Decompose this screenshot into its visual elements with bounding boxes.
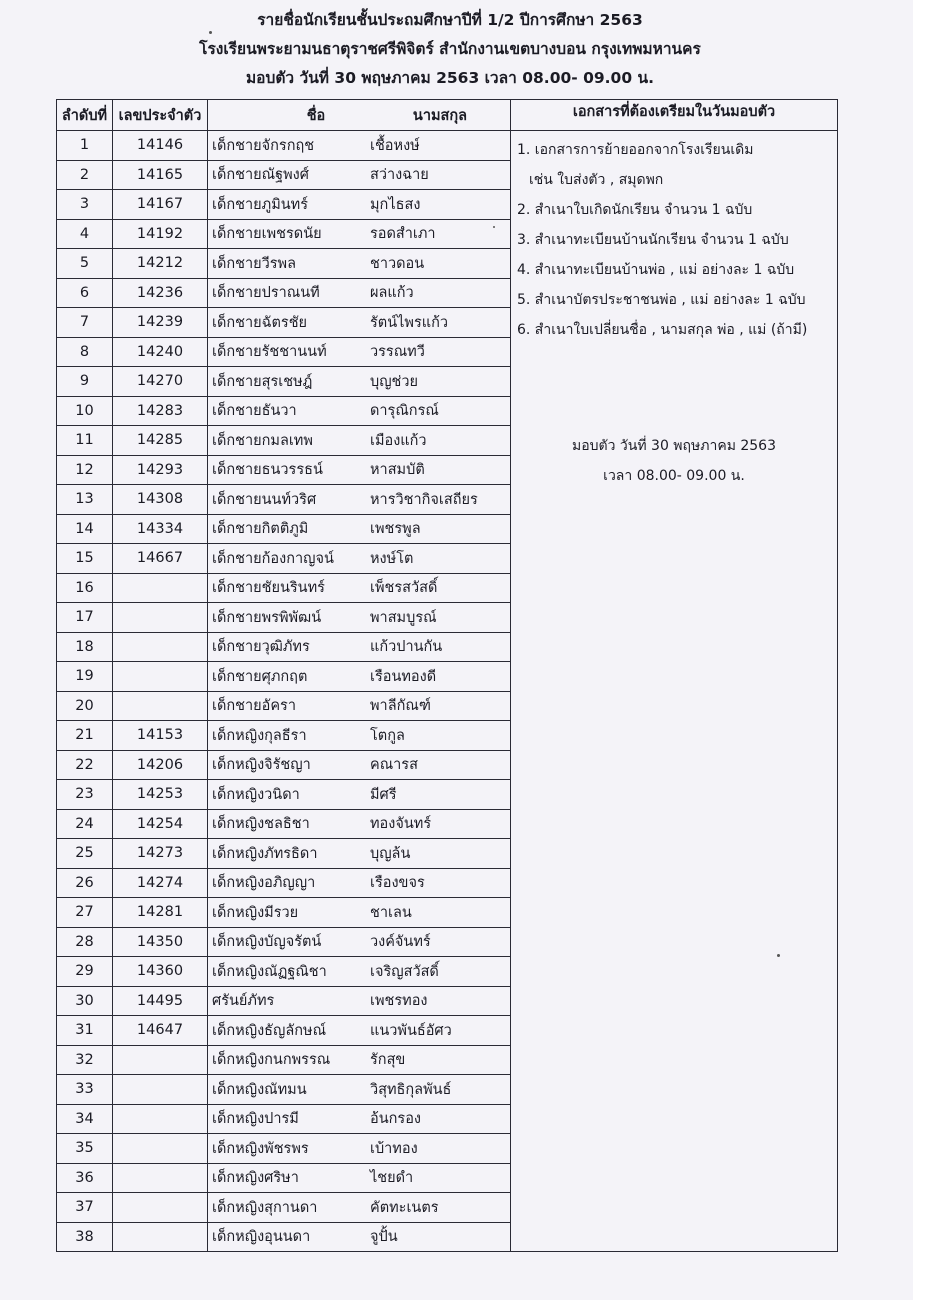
student-first-name: เด็กหญิงจิรัชญา (212, 757, 311, 774)
student-number: 33 (57, 1075, 113, 1105)
student-id: 14281 (113, 898, 208, 928)
student-id: 14165 (113, 160, 208, 190)
student-surname: เจริญสวัสดิ์ (370, 963, 439, 980)
student-id: 14274 (113, 868, 208, 898)
student-number: 38 (57, 1222, 113, 1252)
student-name-cell (208, 544, 511, 574)
student-id: 14360 (113, 957, 208, 987)
student-id (113, 1104, 208, 1134)
student-name-cell (208, 691, 511, 721)
student-number: 18 (57, 632, 113, 662)
student-name-cell (208, 750, 511, 780)
student-surname: แนวพันธ์อัศว (370, 1022, 452, 1039)
student-surname: วิสุทธิกุลพันธ์ (370, 1081, 452, 1098)
student-id: 14212 (113, 249, 208, 279)
student-surname: หาสมบัติ (370, 462, 425, 479)
scan-speck (209, 31, 212, 34)
student-first-name: เด็กชายณัฐพงศ์ (212, 167, 309, 184)
student-number: 3 (57, 190, 113, 220)
student-id (113, 1045, 208, 1075)
student-id (113, 691, 208, 721)
student-number: 11 (57, 426, 113, 456)
report-time-note (511, 431, 837, 491)
scan-speck (493, 226, 495, 228)
student-number: 26 (57, 868, 113, 898)
student-id: 14647 (113, 1016, 208, 1046)
report-note-date: มอบตัว วันที่ 30 พฤษภาคม 2563 (572, 438, 776, 454)
student-id: 14270 (113, 367, 208, 397)
student-surname: เมืองแก้ว (370, 432, 427, 449)
student-number: 1 (57, 131, 113, 161)
student-number: 2 (57, 160, 113, 190)
student-name-cell (208, 1222, 511, 1252)
col-header-no: ลำดับที่ (57, 100, 113, 131)
student-first-name: เด็กหญิงบัญจรัตน์ (212, 934, 322, 951)
student-number: 29 (57, 957, 113, 987)
student-name-cell (208, 485, 511, 515)
student-first-name: เด็กชายพรพิพัฒน์ (212, 609, 322, 626)
student-name-cell (208, 514, 511, 544)
student-first-name: เด็กชายภูมินทร์ (212, 196, 309, 213)
student-id: 14206 (113, 750, 208, 780)
student-number: 25 (57, 839, 113, 869)
student-first-name: เด็กหญิงณัทมน (212, 1081, 307, 1098)
student-first-name: เด็กชายปราณนที (212, 285, 320, 302)
student-surname: สว่างฉาย (370, 167, 429, 184)
student-first-name: เด็กชายชัยนรินทร์ (212, 580, 325, 597)
student-surname: รักสุข (370, 1052, 406, 1069)
student-number: 9 (57, 367, 113, 397)
student-name-cell (208, 396, 511, 426)
student-surname: ผลแก้ว (370, 285, 414, 302)
student-first-name: เด็กหญิงกุลธีรา (212, 727, 307, 744)
student-surname: เรืองขจร (370, 875, 425, 892)
student-number: 21 (57, 721, 113, 751)
student-name-cell (208, 573, 511, 603)
student-surname: โตกูล (370, 727, 405, 744)
student-surname: เชื้อหงษ์ (370, 137, 420, 154)
document-item: 4. สำเนาทะเบียนบ้านพ่อ , แม่ อย่างละ 1 ฉบับ (517, 262, 795, 278)
title-line: รายชื่อนักเรียนชั้นประถมศึกษาปีที่ 1/2 ปีการศึกษา 2563 (257, 11, 643, 29)
student-surname: เรือนทองดี (370, 668, 437, 685)
student-first-name: เด็กหญิงกนกพรรณ (212, 1052, 331, 1069)
student-number: 27 (57, 898, 113, 928)
student-first-name: เด็กหญิงอุนนดา (212, 1229, 311, 1246)
student-number: 6 (57, 278, 113, 308)
student-id: 14239 (113, 308, 208, 338)
student-number: 35 (57, 1134, 113, 1164)
table-body (57, 131, 838, 1252)
student-first-name: เด็กชายธนวรรธน์ (212, 462, 323, 479)
student-name-cell (208, 455, 511, 485)
report-note-time: เวลา 08.00- 09.00 น. (603, 468, 745, 484)
student-id: 14283 (113, 396, 208, 426)
student-surname: วรรณทวี (370, 344, 425, 361)
student-id: 14350 (113, 927, 208, 957)
student-name-cell (208, 1016, 511, 1046)
student-id: 14293 (113, 455, 208, 485)
document-item: 3. สำเนาทะเบียนบ้านนักเรียน จำนวน 1 ฉบับ (517, 232, 789, 248)
student-number: 19 (57, 662, 113, 692)
student-number: 13 (57, 485, 113, 515)
student-surname: หารวิชากิจเสถียร (370, 491, 478, 508)
student-surname: วงค์จันทร์ (370, 934, 431, 951)
col-header-name (208, 100, 511, 131)
student-name-cell (208, 662, 511, 692)
student-id (113, 662, 208, 692)
student-surname: ชาเลน (370, 904, 412, 921)
student-name-cell (208, 278, 511, 308)
student-surname: รอดสำเภา (370, 226, 436, 243)
student-number: 8 (57, 337, 113, 367)
student-id: 14192 (113, 219, 208, 249)
student-id: 14153 (113, 721, 208, 751)
documents-list (511, 131, 837, 345)
student-number: 31 (57, 1016, 113, 1046)
student-first-name: เด็กหญิงธัญลักษณ์ (212, 1022, 327, 1039)
student-id: 14253 (113, 780, 208, 810)
student-surname: บุญช่วย (370, 373, 419, 390)
document-item: 5. สำเนาบัตรประชาชนพ่อ , แม่ อย่างละ 1 ฉบับ (517, 292, 806, 308)
student-first-name: เด็กชายธันวา (212, 403, 297, 420)
scan-speck (777, 954, 780, 957)
student-number: 36 (57, 1163, 113, 1193)
student-name-cell (208, 1134, 511, 1164)
student-id (113, 1222, 208, 1252)
student-number: 16 (57, 573, 113, 603)
student-first-name: ศรันย์ภัทร (212, 993, 275, 1010)
student-number: 5 (57, 249, 113, 279)
student-first-name: เด็กชายนนท์วริศ (212, 491, 317, 508)
document-item: เช่น ใบส่งตัว , สมุดพก (529, 172, 664, 188)
document-item: 2. สำเนาใบเกิดนักเรียน จำนวน 1 ฉบับ (517, 202, 753, 218)
student-number: 7 (57, 308, 113, 338)
student-name-cell (208, 249, 511, 279)
student-name-cell (208, 160, 511, 190)
student-name-cell (208, 190, 511, 220)
student-name-cell (208, 308, 511, 338)
student-first-name: เด็กหญิงวนิดา (212, 786, 300, 803)
student-first-name: เด็กชายฉัตรชัย (212, 314, 308, 331)
student-name-cell (208, 367, 511, 397)
student-surname: เบ้าทอง (370, 1140, 418, 1157)
col-header-docs: เอกสารที่ต้องเตรียมในวันมอบตัว (511, 100, 838, 131)
documents-panel (511, 131, 837, 1251)
student-number: 14 (57, 514, 113, 544)
student-name-cell (208, 131, 511, 161)
student-name-cell (208, 721, 511, 751)
student-first-name: เด็กหญิงชลธิชา (212, 816, 310, 833)
student-surname: รัตน์ไพรแก้ว (370, 314, 449, 331)
student-id (113, 1075, 208, 1105)
col-header-surname: นามสกุล (412, 107, 468, 124)
student-surname: ดารุณิกรณ์ (370, 403, 439, 420)
student-number: 4 (57, 219, 113, 249)
student-id: 14167 (113, 190, 208, 220)
student-first-name: เด็กหญิงมีรวย (212, 904, 299, 921)
student-surname: ไชยดำ (370, 1170, 414, 1187)
student-surname: เพชรทอง (370, 993, 428, 1010)
document-item: 1. เอกสารการย้ายออกจากโรงเรียนเดิม (517, 142, 754, 158)
student-name-cell (208, 219, 511, 249)
student-name-cell (208, 426, 511, 456)
student-name-cell (208, 957, 511, 987)
student-name-cell (208, 868, 511, 898)
student-first-name: เด็กหญิงณัฏฐณิชา (212, 963, 327, 980)
student-number: 34 (57, 1104, 113, 1134)
student-surname: บุญล้น (370, 845, 411, 862)
student-surname: เพ็ชรสวัสดิ์ (370, 580, 438, 597)
student-name-cell (208, 780, 511, 810)
student-first-name: เด็กหญิงอภิญญา (212, 875, 316, 892)
student-first-name: เด็กชายรัชชานนท์ (212, 344, 327, 361)
school-line: โรงเรียนพระยามนธาตุราชศรีพิจิตร์ สำนักงานเขตบางบอน กรุงเทพมหานคร (199, 40, 701, 58)
student-first-name: เด็กชายกมลเทพ (212, 432, 313, 449)
student-id: 14285 (113, 426, 208, 456)
student-name-cell (208, 1075, 511, 1105)
student-id (113, 1163, 208, 1193)
student-id: 14495 (113, 986, 208, 1016)
student-id: 14334 (113, 514, 208, 544)
student-surname: จูปั้น (370, 1229, 398, 1246)
student-number: 32 (57, 1045, 113, 1075)
student-number: 24 (57, 809, 113, 839)
student-surname: เพชรพูล (370, 521, 421, 538)
student-name-cell (208, 986, 511, 1016)
student-surname: คัตทะเนตร (370, 1199, 439, 1216)
table-header-row (57, 100, 838, 131)
student-surname: ทองจันทร์ (370, 816, 432, 833)
student-name-cell (208, 1163, 511, 1193)
document-header (60, 6, 840, 93)
student-id (113, 573, 208, 603)
student-id: 14146 (113, 131, 208, 161)
student-first-name: เด็กชายสุรเชษฎ์ (212, 373, 313, 390)
student-first-name: เด็กชายกิตติภูมิ (212, 521, 309, 538)
student-id: 14308 (113, 485, 208, 515)
student-number: 28 (57, 927, 113, 957)
student-id: 14254 (113, 809, 208, 839)
student-first-name: เด็กหญิงพัชรพร (212, 1140, 309, 1157)
student-name-cell (208, 632, 511, 662)
student-number: 15 (57, 544, 113, 574)
student-surname: หงษ์โต (370, 550, 414, 567)
page-edge (913, 0, 945, 1300)
student-number: 37 (57, 1193, 113, 1223)
documents-cell (511, 131, 838, 1252)
col-header-firstname: ชื่อ (306, 107, 326, 124)
student-first-name: เด็กชายวีรพล (212, 255, 297, 272)
student-first-name: เด็กชายศุภกฤต (212, 668, 308, 685)
student-name-cell (208, 603, 511, 633)
student-number: 12 (57, 455, 113, 485)
student-number: 10 (57, 396, 113, 426)
table-row (57, 131, 838, 161)
student-name-cell (208, 839, 511, 869)
student-surname: ชาวดอน (370, 255, 425, 272)
student-first-name: เด็กชายอัครา (212, 698, 296, 715)
student-name-cell (208, 1193, 511, 1223)
student-surname: อ้นกรอง (370, 1111, 421, 1128)
col-header-id: เลขประจำตัว (113, 100, 208, 131)
report-date-line: มอบตัว วันที่ 30 พฤษภาคม 2563 เวลา 08.00- 09.00 น. (245, 69, 655, 87)
student-name-cell (208, 809, 511, 839)
student-first-name: เด็กชายก้องกาญจน์ (212, 550, 334, 567)
student-surname: พาสมบูรณ์ (370, 609, 437, 626)
student-first-name: เด็กหญิงปารมี (212, 1111, 299, 1128)
student-number: 20 (57, 691, 113, 721)
student-number: 22 (57, 750, 113, 780)
student-id: 14667 (113, 544, 208, 574)
student-first-name: เด็กชายวุฒิภัทร (212, 639, 310, 656)
student-surname: มุกไธสง (370, 196, 421, 213)
student-number: 17 (57, 603, 113, 633)
student-name-cell (208, 927, 511, 957)
student-first-name: เด็กหญิงสุกานดา (212, 1199, 318, 1216)
document-item: 6. สำเนาใบเปลี่ยนชื่อ , นามสกุล พ่อ , แม่ (ถ้ามี) (517, 322, 808, 338)
student-surname: มีศรี (370, 786, 397, 803)
student-name-cell (208, 898, 511, 928)
student-id: 14236 (113, 278, 208, 308)
student-first-name: เด็กหญิงภัทรธิดา (212, 845, 318, 862)
student-number: 23 (57, 780, 113, 810)
student-table (56, 99, 838, 1252)
student-id: 14240 (113, 337, 208, 367)
student-id (113, 632, 208, 662)
student-surname: คณารส (370, 757, 418, 774)
student-name-cell (208, 337, 511, 367)
student-id (113, 1193, 208, 1223)
student-first-name: เด็กชายจักรกฤช (212, 137, 315, 154)
student-surname: พาลีกัณฑ์ (370, 698, 431, 715)
student-id (113, 1134, 208, 1164)
student-surname: แก้วปานกัน (370, 639, 443, 656)
student-first-name: เด็กชายเพชรดนัย (212, 226, 322, 243)
student-name-cell (208, 1045, 511, 1075)
student-first-name: เด็กหญิงศริษา (212, 1170, 299, 1187)
student-id (113, 603, 208, 633)
student-id: 14273 (113, 839, 208, 869)
student-name-cell (208, 1104, 511, 1134)
student-number: 30 (57, 986, 113, 1016)
